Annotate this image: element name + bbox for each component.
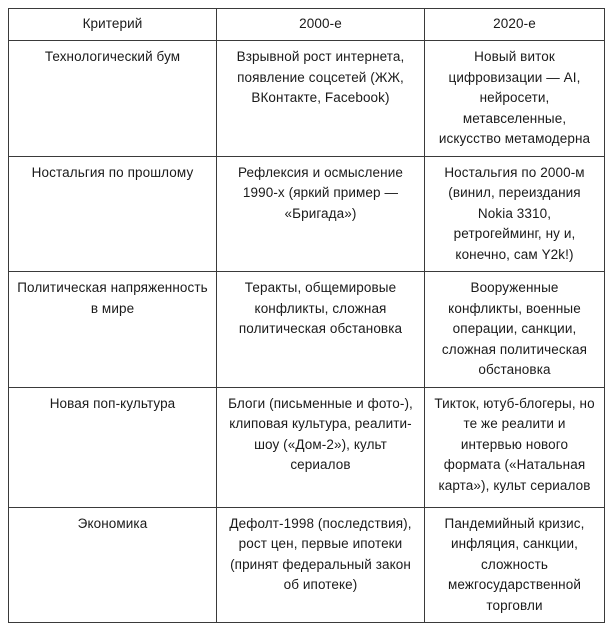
table-row [9,272,605,388]
row-2020s-cell: Ностальгия по 2000-м (винил, переиздания Nokia 3310, ретрогейминг, ну и, конечно, сам Y2k!) [425,156,605,272]
row-criterion: Политическая напряженность в мире [9,272,217,388]
header-2020s: 2020-е [425,9,605,41]
header-criterion: Критерий [9,9,217,41]
row-2000s-cell: Рефлексия и осмысление 1990-х (яркий пример — «Бригада») [217,156,425,272]
table-header-row [9,9,605,41]
row-2020s-cell: Пандемийный кризис, инфляция, санкции, сложность межгосударственной торговли [425,507,605,623]
table-row [9,156,605,272]
row-criterion: Технологический бум [9,41,217,157]
row-2000s-cell: Взрывной рост интернета, появление соцсетей (ЖЖ, ВКонтакте, Facebook) [217,41,425,157]
row-criterion: Экономика [9,507,217,623]
row-criterion: Новая поп-культура [9,387,217,507]
table-row [9,507,605,623]
row-2000s-cell: Дефолт-1998 (последствия), рост цен, первые ипотеки (принят федеральный закон об ипотеке) [217,507,425,623]
row-criterion: Ностальгия по прошлому [9,156,217,272]
row-2020s-cell: Новый виток цифровизации — AI, нейросети, метавселенные, искусство метамодерна [425,41,605,157]
row-2000s-cell: Теракты, общемировые конфликты, сложная политическая обстановка [217,272,425,388]
row-2020s-cell: Тикток, ютуб-блогеры, но те же реалити и интервью нового формата («Натальная карта»), культ сериалов [425,387,605,507]
header-2000s: 2000-е [217,9,425,41]
table-row [9,41,605,157]
table-row [9,387,605,507]
row-2000s-cell: Блоги (письменные и фото-), клиповая культура, реалити-шоу («Дом-2»), культ сериалов [217,387,425,507]
comparison-table-container [8,8,604,623]
row-2020s-cell: Вооруженные конфликты, военные операции, санкции, сложная политическая обстановка [425,272,605,388]
comparison-table [8,8,605,623]
